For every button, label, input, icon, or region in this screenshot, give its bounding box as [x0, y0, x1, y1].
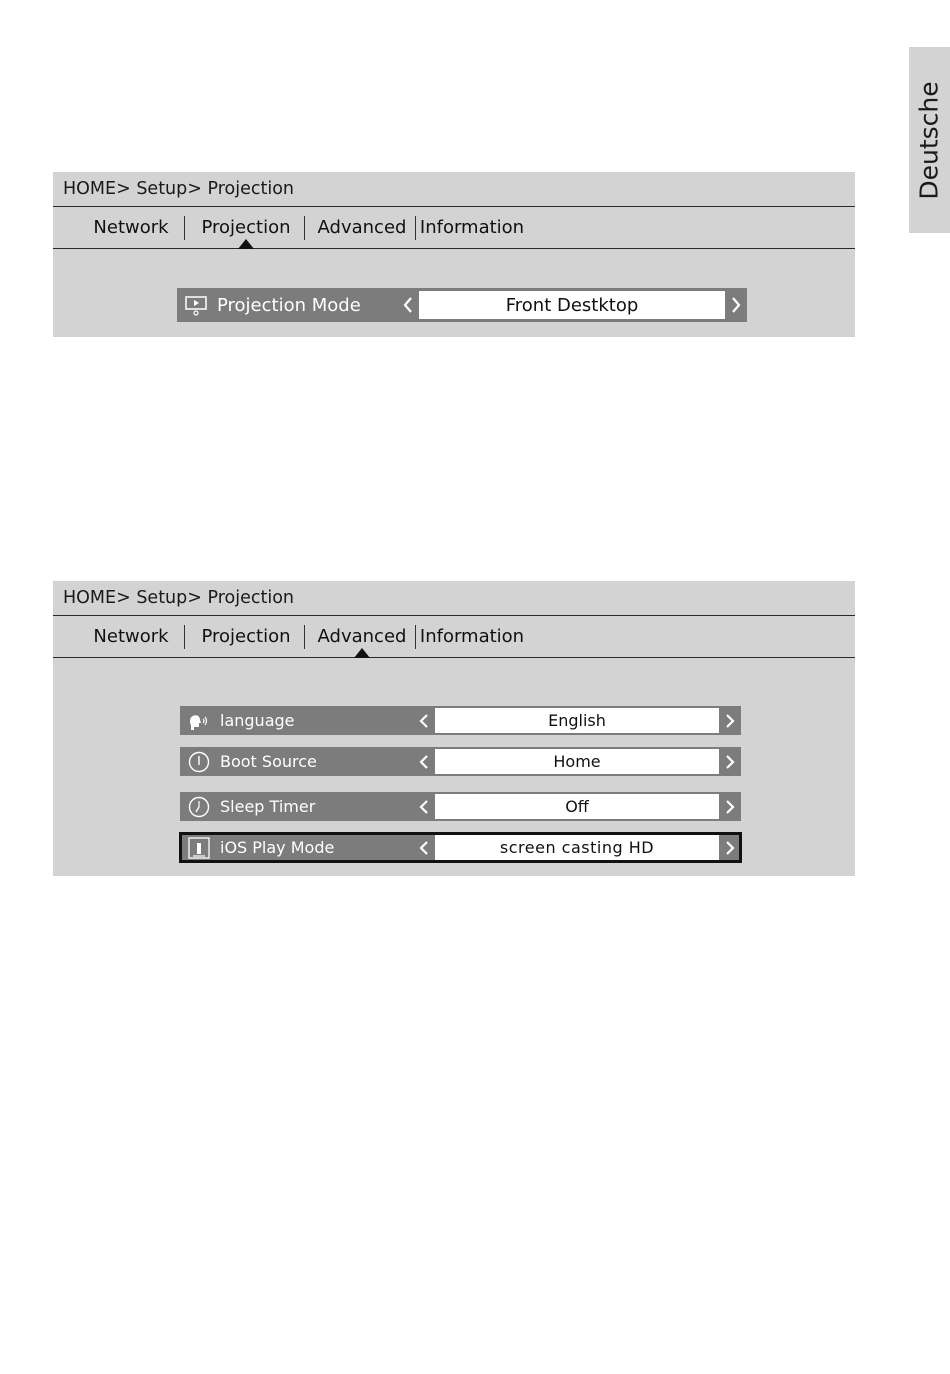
chevron-left-icon[interactable]	[413, 833, 435, 862]
tab-divider	[304, 625, 305, 649]
phone-cast-icon	[186, 835, 212, 861]
setting-row-boot-source[interactable]	[180, 747, 741, 776]
setting-value: Off	[435, 794, 719, 819]
tab-divider	[415, 625, 416, 649]
chevron-left-icon[interactable]	[413, 792, 435, 821]
tab-information[interactable]: Information	[419, 217, 525, 238]
setting-row-sleep-timer[interactable]	[180, 792, 741, 821]
setting-label: language	[220, 711, 295, 730]
setting-row-projection-mode[interactable]	[177, 288, 747, 322]
setting-label: Projection Mode	[217, 294, 361, 316]
setting-row-ios-play-mode[interactable]	[180, 833, 741, 862]
breadcrumb: HOME> Setup> Projection	[53, 172, 855, 207]
chevron-right-icon[interactable]	[719, 747, 741, 776]
tab-projection[interactable]: Projection	[201, 626, 291, 647]
language-side-tab	[909, 47, 950, 233]
setting-row-language[interactable]	[180, 706, 741, 735]
advanced-settings-panel	[53, 581, 855, 876]
clock-icon	[186, 794, 212, 820]
tab-advanced[interactable]: Advanced	[317, 626, 407, 647]
settings-tabs	[53, 207, 855, 249]
chevron-right-icon[interactable]	[725, 288, 747, 322]
setting-label: iOS Play Mode	[220, 838, 335, 857]
tab-advanced[interactable]: Advanced	[317, 217, 407, 238]
chevron-left-icon[interactable]	[413, 706, 435, 735]
setting-value: screen casting HD	[435, 835, 719, 860]
setting-value: Home	[435, 749, 719, 774]
tab-divider	[304, 216, 305, 240]
tab-projection[interactable]: Projection	[201, 217, 291, 238]
language-side-tab-label: Deutsche	[915, 80, 944, 200]
setting-value: Front Destktop	[419, 291, 725, 319]
tab-network[interactable]: Network	[93, 626, 169, 647]
tab-divider	[415, 216, 416, 240]
setting-label: Boot Source	[220, 752, 317, 771]
chevron-right-icon[interactable]	[719, 792, 741, 821]
chevron-left-icon[interactable]	[413, 747, 435, 776]
projection-settings-panel	[53, 172, 855, 337]
tab-network[interactable]: Network	[93, 217, 169, 238]
chevron-right-icon[interactable]	[719, 706, 741, 735]
setting-label: Sleep Timer	[220, 797, 316, 816]
speaking-head-icon	[186, 708, 212, 734]
power-icon	[186, 749, 212, 775]
projector-icon	[183, 292, 209, 318]
tab-divider	[184, 216, 185, 240]
active-tab-pointer-icon	[238, 239, 254, 249]
active-tab-pointer-icon	[354, 648, 370, 658]
settings-tabs	[53, 616, 855, 658]
tab-information[interactable]: Information	[419, 626, 525, 647]
tab-divider	[184, 625, 185, 649]
breadcrumb: HOME> Setup> Projection	[53, 581, 855, 616]
chevron-left-icon[interactable]	[397, 288, 419, 322]
setting-value: English	[435, 708, 719, 733]
chevron-right-icon[interactable]	[719, 833, 741, 862]
